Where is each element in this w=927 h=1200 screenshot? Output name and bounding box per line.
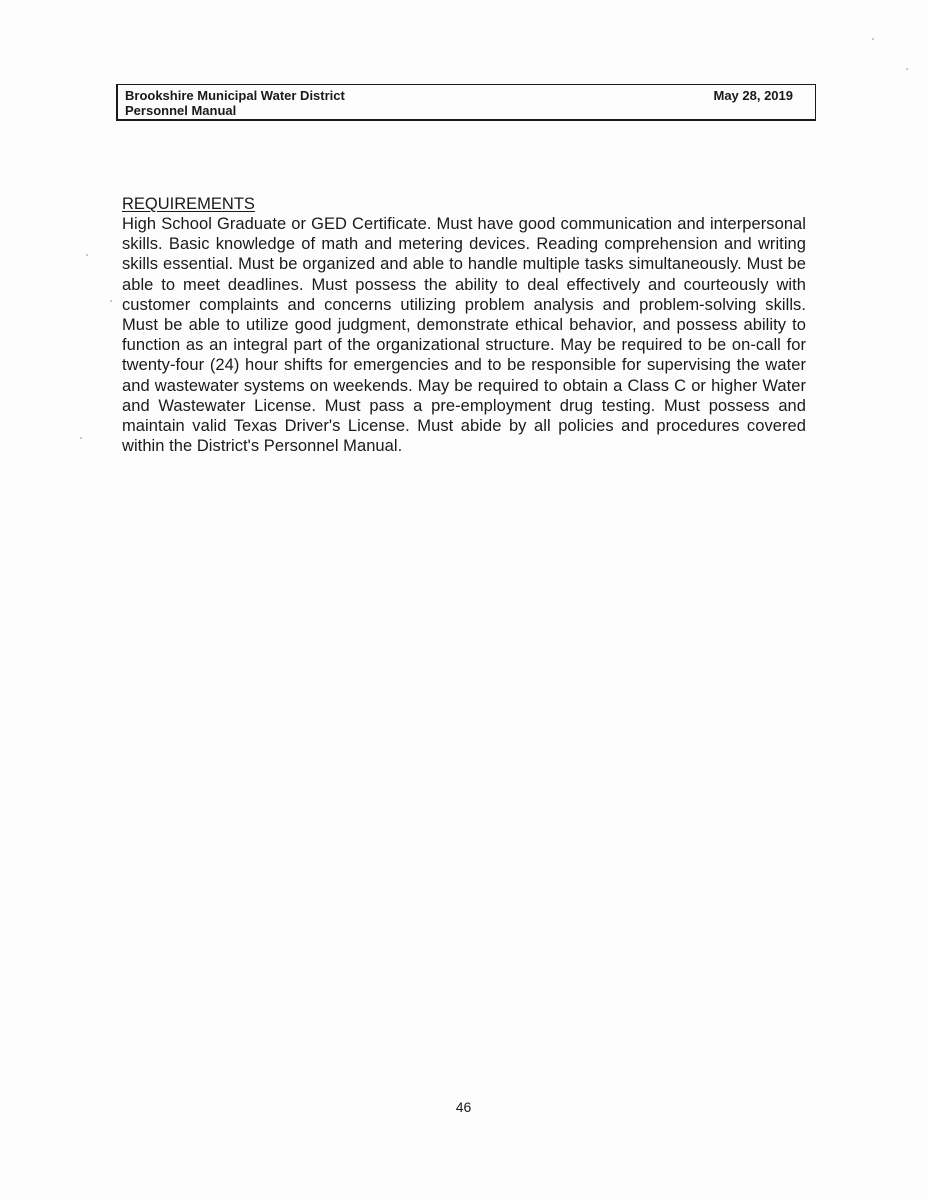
scan-speck bbox=[86, 254, 88, 256]
header-organization: Brookshire Municipal Water District bbox=[125, 88, 345, 103]
page-header bbox=[116, 84, 816, 121]
header-date: May 28, 2019 bbox=[713, 88, 793, 103]
scan-speck bbox=[110, 300, 112, 302]
scan-speck bbox=[80, 437, 82, 439]
section-heading: REQUIREMENTS bbox=[122, 195, 255, 213]
header-document-title: Personnel Manual bbox=[125, 103, 237, 118]
scan-speck bbox=[872, 38, 874, 40]
requirements-section bbox=[122, 195, 806, 456]
scan-speck bbox=[906, 68, 908, 70]
section-body-text: High School Graduate or GED Certificate. Must have good communication and interpersonal skills. Basic knowledge of math and metering devices. Reading comprehension and writing skills essential. Must be organized and able to handle multiple tasks simultaneously. Must be able to meet deadlines. Must possess the ability to deal effectively and courteously with customer complaints and concerns utilizing problem analysis and problem-solving skills. Must be able to utilize good judgment, demonstrate ethical behavior, and possess ability to function as an integral part of the organizational structure. May be required to be on-call for twenty-four (24) hour shifts for emergencies and to be responsible for supervising the water and wastewater systems on weekends. May be required to obtain a Class C or higher Water and Wastewater License. Must pass a pre-employment drug testing. Must possess and maintain valid Texas Driver's License. Must abide by all policies and procedures covered within the District's Personnel Manual. bbox=[122, 215, 806, 456]
page-number: 46 bbox=[455, 1099, 472, 1115]
